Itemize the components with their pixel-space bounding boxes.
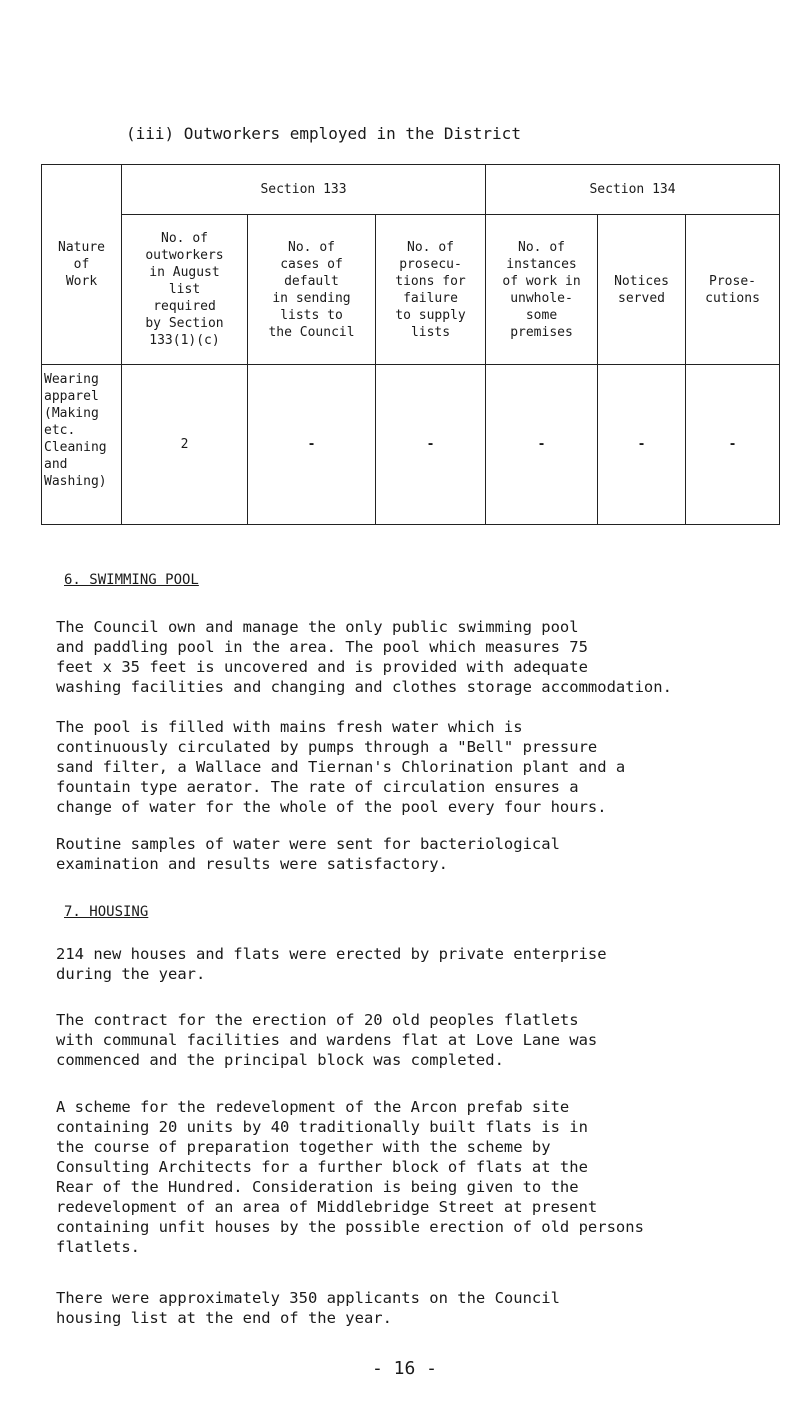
housing-title: 7. HOUSING — [64, 904, 149, 920]
swimming-pool-paragraph-1: The Council own and manage the only public swimming pool and paddling pool in the area. The pool which measures 75 feet x 35 feet is uncovered and is provided with adequate washing facilities and changing and clothes storage accommodation. — [56, 618, 672, 696]
outworkers-heading: (iii) Outworkers employed in the District — [126, 124, 521, 143]
housing-paragraph-4: There were approximately 350 applicants on the Council housing list at the end of the year. — [56, 1289, 560, 1327]
cell-notices-served: - — [598, 365, 686, 525]
outworkers-table — [41, 164, 780, 525]
cell-prosecutions: - — [686, 365, 780, 525]
header-nature-of-work: Nature of Work — [42, 165, 122, 365]
header-outworkers-count: No. of outworkers in August list required by Section 133(1)(c) — [122, 215, 248, 365]
header-section-134: Section 134 — [486, 165, 780, 215]
row-nature-of-work: Wearing apparel (Making etc. Cleaning and Washing) — [42, 365, 122, 525]
cell-prosecutions-failure: - — [376, 365, 486, 525]
swimming-pool-paragraph-2: The pool is filled with mains fresh water which is continuously circulated by pumps through a "Bell" pressure sand filter, a Wallace and Tiernan's Chlorination plant and a fountain type aerator. The rate of circulation ensures a change of water for the whole of the pool every four hours. — [56, 718, 626, 816]
swimming-pool-title: 6. SWIMMING POOL — [64, 572, 199, 588]
cell-cases-of-default: - — [248, 365, 376, 525]
header-notices-served: Notices served — [598, 215, 686, 365]
header-prosecutions-failure: No. of prosecu- tions for failure to supply lists — [376, 215, 486, 365]
page-number: - 16 - — [372, 1358, 438, 1379]
cell-unwholesome-premises: - — [486, 365, 598, 525]
table-row — [42, 365, 780, 525]
swimming-pool-paragraph-3: Routine samples of water were sent for bacteriological examination and results were satisfactory. — [56, 835, 560, 873]
cell-outworkers-count: 2 — [122, 365, 248, 525]
housing-paragraph-3: A scheme for the redevelopment of the Arcon prefab site containing 20 units by 40 traditionally built flats is in the course of preparation together with the scheme by Consulting Architects for a further block of flats at the Rear of the Hundred. Consideration is being given to the redevelopment of an area of Middlebridge Street at present containing unfit houses by the possible erection of old persons flatlets. — [56, 1098, 644, 1256]
header-cases-of-default: No. of cases of default in sending lists to the Council — [248, 215, 376, 365]
header-prosecutions: Prose- cutions — [686, 215, 780, 365]
header-section-133: Section 133 — [122, 165, 486, 215]
housing-paragraph-1: 214 new houses and flats were erected by private enterprise during the year. — [56, 945, 607, 983]
header-unwholesome-premises: No. of instances of work in unwhole- some premises — [486, 215, 598, 365]
housing-paragraph-2: The contract for the erection of 20 old peoples flatlets with communal facilities and wardens flat at Love Lane was commenced and the principal block was completed. — [56, 1011, 598, 1069]
